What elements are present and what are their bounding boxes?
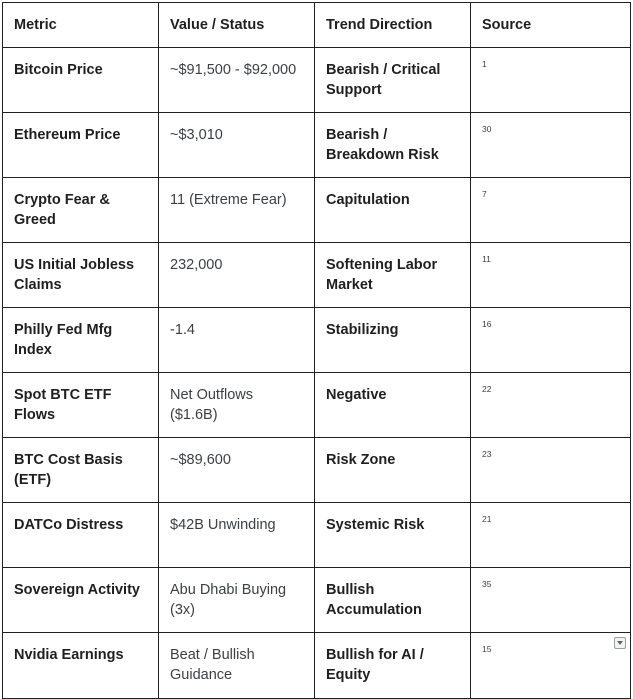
header-trend-direction: Trend Direction [315, 3, 471, 48]
header-metric: Metric [3, 3, 159, 48]
cell-trend: Bearish / Breakdown Risk [315, 113, 471, 178]
cell-trend: Risk Zone [315, 438, 471, 503]
cell-source: 35 [471, 568, 631, 633]
cell-trend: Negative [315, 373, 471, 438]
cell-metric: Spot BTC ETF Flows [3, 373, 159, 438]
cell-value: 11 (Extreme Fear) [159, 178, 315, 243]
cell-value: ~$91,500 - $92,000 [159, 48, 315, 113]
cell-source: 16 [471, 308, 631, 373]
cell-source: 1 [471, 48, 631, 113]
cell-source: 11 [471, 243, 631, 308]
cell-trend: Systemic Risk [315, 503, 471, 568]
cell-value: Beat / Bullish Guidance [159, 633, 315, 699]
cell-trend: Capitulation [315, 178, 471, 243]
cell-source: 23 [471, 438, 631, 503]
table-row [3, 438, 631, 503]
cell-value: ~$3,010 [159, 113, 315, 178]
cell-metric: Crypto Fear & Greed [3, 178, 159, 243]
cell-source: 22 [471, 373, 631, 438]
cell-trend: Softening Labor Market [315, 243, 471, 308]
cell-value: -1.4 [159, 308, 315, 373]
cell-metric: Nvidia Earnings [3, 633, 159, 699]
cell-trend: Bullish Accumulation [315, 568, 471, 633]
cell-metric: Ethereum Price [3, 113, 159, 178]
cell-value: ~$89,600 [159, 438, 315, 503]
cell-metric: US Initial Jobless Claims [3, 243, 159, 308]
cell-metric: Bitcoin Price [3, 48, 159, 113]
table-row [3, 568, 631, 633]
cell-source: 7 [471, 178, 631, 243]
table-row [3, 243, 631, 308]
cell-trend: Stabilizing [315, 308, 471, 373]
table-header-row [3, 3, 631, 48]
cell-metric: Sovereign Activity [3, 568, 159, 633]
cell-metric: BTC Cost Basis (ETF) [3, 438, 159, 503]
header-value-status: Value / Status [159, 3, 315, 48]
data-table-container [2, 2, 630, 699]
cell-value: $42B Unwinding [159, 503, 315, 568]
table-row [3, 373, 631, 438]
cell-metric: DATCo Distress [3, 503, 159, 568]
table-row [3, 48, 631, 113]
cell-source: 30 [471, 113, 631, 178]
cell-source-text: 15 [482, 644, 492, 654]
header-source: Source [471, 3, 631, 48]
table-row [3, 178, 631, 243]
cell-value: Net Outflows ($1.6B) [159, 373, 315, 438]
table-row [3, 308, 631, 373]
table-row [3, 503, 631, 568]
cell-value: 232,000 [159, 243, 315, 308]
cell-trend: Bearish / Critical Support [315, 48, 471, 113]
table-row [3, 633, 631, 699]
cell-metric: Philly Fed Mfg Index [3, 308, 159, 373]
metrics-table [2, 2, 631, 699]
cell-trend: Bullish for AI / Equity [315, 633, 471, 699]
cell-source: 21 [471, 503, 631, 568]
table-row [3, 113, 631, 178]
chevron-down-icon[interactable] [614, 637, 626, 649]
cell-source-last [471, 633, 631, 699]
cell-value: Abu Dhabi Buying (3x) [159, 568, 315, 633]
